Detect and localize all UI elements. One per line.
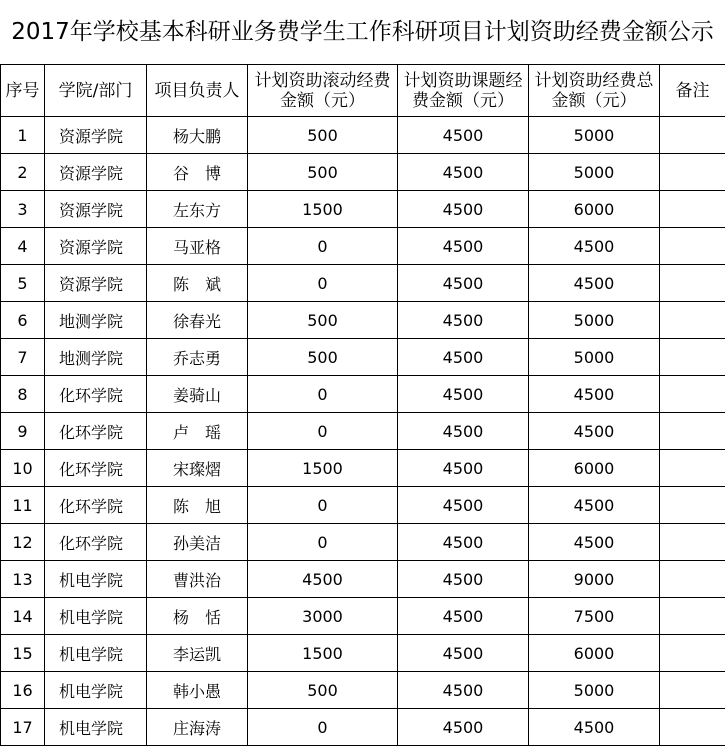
header-rolling-funds: 计划资助滚动经费金额（元）	[248, 65, 398, 117]
cell-total-funds: 5000	[529, 672, 660, 709]
cell-remarks	[660, 672, 725, 709]
table-row	[1, 376, 725, 413]
cell-department: 机电学院	[45, 561, 147, 598]
page-title: 2017年学校基本科研业务费学生工作科研项目计划资助经费金额公示	[0, 0, 725, 65]
cell-index: 3	[1, 191, 45, 228]
cell-total-funds: 6000	[529, 450, 660, 487]
cell-department: 化环学院	[45, 487, 147, 524]
cell-department: 机电学院	[45, 635, 147, 672]
cell-department: 机电学院	[45, 598, 147, 635]
cell-leader: 陈 旭	[147, 487, 248, 524]
cell-remarks	[660, 265, 725, 302]
cell-department: 机电学院	[45, 709, 147, 746]
cell-leader: 马亚格	[147, 228, 248, 265]
cell-leader: 韩小愚	[147, 672, 248, 709]
cell-remarks	[660, 376, 725, 413]
cell-project-funds: 4500	[398, 117, 529, 154]
header-department: 学院/部门	[45, 65, 147, 117]
cell-remarks	[660, 302, 725, 339]
cell-rolling-funds: 0	[248, 524, 398, 561]
cell-project-funds: 4500	[398, 635, 529, 672]
table-row	[1, 561, 725, 598]
cell-department: 资源学院	[45, 265, 147, 302]
cell-remarks	[660, 339, 725, 376]
table-row	[1, 339, 725, 376]
cell-index: 6	[1, 302, 45, 339]
cell-project-funds: 4500	[398, 191, 529, 228]
cell-total-funds: 5000	[529, 339, 660, 376]
cell-total-funds: 5000	[529, 302, 660, 339]
cell-department: 资源学院	[45, 154, 147, 191]
table-row	[1, 450, 725, 487]
cell-total-funds: 7500	[529, 598, 660, 635]
cell-leader: 杨大鹏	[147, 117, 248, 154]
cell-rolling-funds: 1500	[248, 635, 398, 672]
cell-remarks	[660, 524, 725, 561]
cell-project-funds: 4500	[398, 339, 529, 376]
cell-leader: 谷 博	[147, 154, 248, 191]
cell-leader: 杨 恬	[147, 598, 248, 635]
cell-total-funds: 4500	[529, 487, 660, 524]
cell-leader: 孙美洁	[147, 524, 248, 561]
cell-rolling-funds: 500	[248, 154, 398, 191]
cell-remarks	[660, 709, 725, 746]
cell-leader: 曹洪治	[147, 561, 248, 598]
table-row	[1, 191, 725, 228]
cell-department: 化环学院	[45, 524, 147, 561]
header-total-funds: 计划资助经费总金额（元）	[529, 65, 660, 117]
funding-table	[0, 64, 725, 746]
cell-leader: 陈 斌	[147, 265, 248, 302]
cell-remarks	[660, 117, 725, 154]
cell-index: 9	[1, 413, 45, 450]
cell-rolling-funds: 3000	[248, 598, 398, 635]
cell-leader: 左东方	[147, 191, 248, 228]
cell-leader: 姜骑山	[147, 376, 248, 413]
cell-leader: 卢 瑶	[147, 413, 248, 450]
cell-remarks	[660, 598, 725, 635]
cell-project-funds: 4500	[398, 228, 529, 265]
cell-index: 17	[1, 709, 45, 746]
cell-department: 地测学院	[45, 302, 147, 339]
cell-department: 资源学院	[45, 191, 147, 228]
table-row	[1, 154, 725, 191]
table-row	[1, 413, 725, 450]
cell-total-funds: 5000	[529, 154, 660, 191]
table-row	[1, 635, 725, 672]
cell-total-funds: 4500	[529, 265, 660, 302]
cell-department: 资源学院	[45, 228, 147, 265]
cell-project-funds: 4500	[398, 376, 529, 413]
cell-index: 7	[1, 339, 45, 376]
cell-total-funds: 4500	[529, 376, 660, 413]
header-index: 序号	[1, 65, 45, 117]
cell-project-funds: 4500	[398, 302, 529, 339]
cell-department: 化环学院	[45, 376, 147, 413]
table-row	[1, 228, 725, 265]
cell-remarks	[660, 635, 725, 672]
cell-department: 资源学院	[45, 117, 147, 154]
table-row	[1, 524, 725, 561]
cell-project-funds: 4500	[398, 561, 529, 598]
cell-rolling-funds: 0	[248, 376, 398, 413]
cell-index: 16	[1, 672, 45, 709]
cell-project-funds: 4500	[398, 487, 529, 524]
cell-index: 11	[1, 487, 45, 524]
cell-rolling-funds: 0	[248, 228, 398, 265]
cell-project-funds: 4500	[398, 524, 529, 561]
cell-index: 8	[1, 376, 45, 413]
cell-rolling-funds: 1500	[248, 191, 398, 228]
cell-total-funds: 4500	[529, 413, 660, 450]
cell-remarks	[660, 154, 725, 191]
table-row	[1, 117, 725, 154]
cell-remarks	[660, 561, 725, 598]
cell-project-funds: 4500	[398, 450, 529, 487]
cell-index: 12	[1, 524, 45, 561]
cell-project-funds: 4500	[398, 154, 529, 191]
cell-remarks	[660, 228, 725, 265]
cell-remarks	[660, 191, 725, 228]
header-leader: 项目负责人	[147, 65, 248, 117]
cell-total-funds: 6000	[529, 635, 660, 672]
table-row	[1, 672, 725, 709]
cell-rolling-funds: 0	[248, 265, 398, 302]
cell-department: 机电学院	[45, 672, 147, 709]
cell-project-funds: 4500	[398, 709, 529, 746]
cell-rolling-funds: 500	[248, 672, 398, 709]
cell-total-funds: 4500	[529, 524, 660, 561]
cell-index: 5	[1, 265, 45, 302]
table-row	[1, 265, 725, 302]
table-row	[1, 487, 725, 524]
cell-total-funds: 5000	[529, 117, 660, 154]
cell-project-funds: 4500	[398, 265, 529, 302]
cell-index: 4	[1, 228, 45, 265]
cell-rolling-funds: 0	[248, 709, 398, 746]
cell-index: 13	[1, 561, 45, 598]
cell-rolling-funds: 4500	[248, 561, 398, 598]
cell-rolling-funds: 500	[248, 339, 398, 376]
cell-rolling-funds: 0	[248, 413, 398, 450]
cell-project-funds: 4500	[398, 413, 529, 450]
cell-index: 15	[1, 635, 45, 672]
cell-rolling-funds: 500	[248, 302, 398, 339]
header-project-funds: 计划资助课题经费金额（元）	[398, 65, 529, 117]
header-row	[1, 65, 725, 117]
cell-department: 化环学院	[45, 450, 147, 487]
cell-rolling-funds: 0	[248, 487, 398, 524]
cell-remarks	[660, 450, 725, 487]
cell-remarks	[660, 413, 725, 450]
cell-leader: 乔志勇	[147, 339, 248, 376]
cell-project-funds: 4500	[398, 598, 529, 635]
cell-leader: 徐春光	[147, 302, 248, 339]
cell-index: 10	[1, 450, 45, 487]
table-row	[1, 598, 725, 635]
table-row	[1, 302, 725, 339]
cell-department: 地测学院	[45, 339, 147, 376]
cell-rolling-funds: 500	[248, 117, 398, 154]
cell-project-funds: 4500	[398, 672, 529, 709]
cell-leader: 李运凯	[147, 635, 248, 672]
cell-remarks	[660, 487, 725, 524]
cell-index: 1	[1, 117, 45, 154]
table-row	[1, 709, 725, 746]
header-remarks: 备注	[660, 65, 725, 117]
cell-total-funds: 9000	[529, 561, 660, 598]
cell-total-funds: 4500	[529, 709, 660, 746]
cell-index: 2	[1, 154, 45, 191]
cell-leader: 庄海涛	[147, 709, 248, 746]
cell-rolling-funds: 1500	[248, 450, 398, 487]
cell-index: 14	[1, 598, 45, 635]
cell-leader: 宋璨熠	[147, 450, 248, 487]
cell-total-funds: 4500	[529, 228, 660, 265]
cell-department: 化环学院	[45, 413, 147, 450]
cell-total-funds: 6000	[529, 191, 660, 228]
